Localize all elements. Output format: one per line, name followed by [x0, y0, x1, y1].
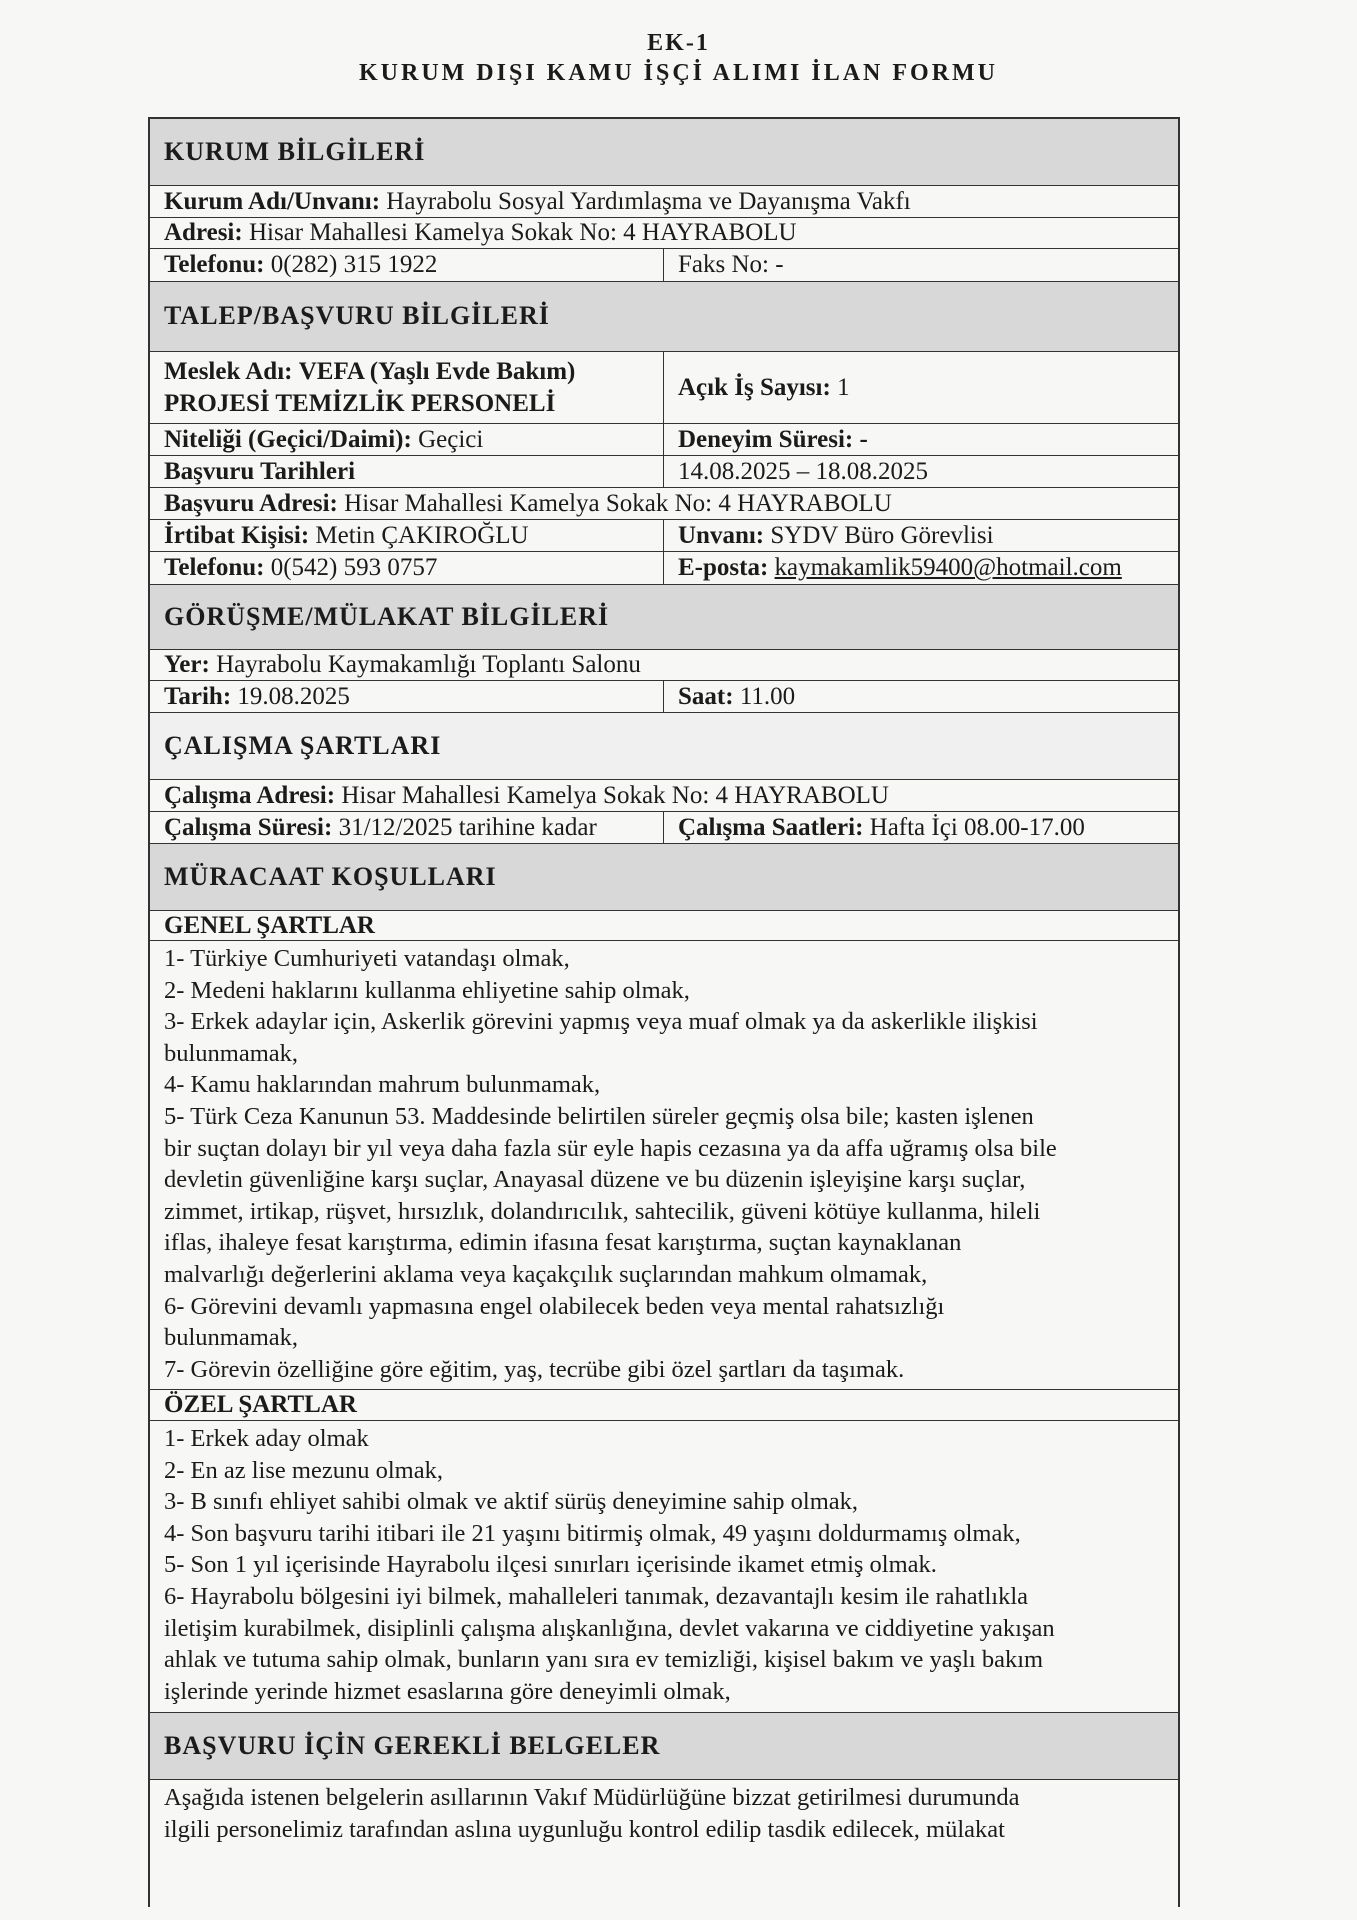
special-condition-line: 4- Son başvuru tarihi itibari ile 21 yaşını bitirmiş olmak, 49 yaşını doldurmamış olmak, — [164, 1519, 1021, 1547]
talep-nature-value: Geçici — [418, 425, 484, 453]
special-condition-line: 6- Hayrabolu bölgesini iyi bilmek, mahalleleri tanımak, dezavantajlı kesim ile rahatlıkla — [164, 1582, 1029, 1610]
talep-contact-value: Metin ÇAKIROĞLU — [315, 521, 529, 549]
special-conditions-title: ÖZEL ŞARTLAR — [150, 1390, 1178, 1421]
documents-text-line: Aşağıda istenen belgelerin asıllarının Vakıf Müdürlüğüne bizzat getirilmesi durumunda — [164, 1784, 1020, 1811]
general-condition-line: bulunmamak, — [164, 1039, 299, 1067]
talep-experience-label: Deneyim Süresi: — [678, 425, 854, 453]
special-condition-line: 5- Son 1 yıl içerisinde Hayrabolu ilçesi sınırları içerisinde ikamet etmiş olmak. — [164, 1551, 937, 1579]
talep-contact-row — [150, 520, 1178, 552]
general-condition-line: iflas, ihaleye fesat karıştırma, edimin ifasına fesat karıştırma, suçtan kaynaklanan — [164, 1229, 962, 1257]
kurum-address-value: Hisar Mahallesi Kamelya Sokak No: 4 HAYRABOLU — [248, 219, 797, 247]
calisma-address-label: Çalışma Adresi: — [164, 781, 336, 809]
calisma-hours-value: Hafta İçi 08.00-17.00 — [869, 813, 1085, 841]
annex-label: EK-1 — [647, 30, 710, 56]
gorusme-place-label: Yer: — [164, 651, 210, 679]
section-gorusme-title: GÖRÜŞME/MÜLAKAT BİLGİLERİ — [150, 585, 1178, 650]
gorusme-date-row — [150, 681, 1178, 713]
talep-job-value-line1: VEFA (Yaşlı Evde Bakım) — [298, 358, 576, 386]
talep-phone-label: Telefonu: — [164, 554, 265, 582]
documents-text — [150, 1780, 1178, 1909]
calisma-hours-label: Çalışma Saatleri: — [678, 813, 864, 841]
talep-dates-label: Başvuru Tarihleri — [164, 457, 356, 485]
general-condition-line: 4- Kamu haklarından mahrum bulunmamak, — [164, 1071, 601, 1099]
section-muracaat-title: MÜRACAAT KOŞULLARI — [150, 844, 1178, 911]
gorusme-date-value: 19.08.2025 — [237, 682, 350, 710]
talep-dates-row — [150, 456, 1178, 488]
kurum-phone-value: 0(282) 315 1922 — [270, 251, 438, 279]
special-condition-line: 1- Erkek aday olmak — [164, 1425, 369, 1452]
kurum-name-row — [150, 186, 1178, 218]
general-condition-line: 5- Türk Ceza Kanunun 53. Maddesinde belirtilen süreler geçmiş olsa bile; kasten işlenen — [164, 1102, 1034, 1130]
calisma-address-value: Hisar Mahallesi Kamelya Sokak No: 4 HAYRABOLU — [341, 781, 889, 809]
special-condition-line: işlerinde yerinde hizmet esaslarına göre deneyimli olmak, — [164, 1677, 731, 1705]
talep-experience-value: - — [859, 425, 868, 453]
general-condition-line: 2- Medeni haklarını kullanma ehliyetine sahip olmak, — [164, 976, 690, 1004]
kurum-name-label: Kurum Adı/Unvanı: — [164, 187, 381, 215]
special-condition-line: 3- B sınıfı ehliyet sahibi olmak ve aktif sürüş deneyimine sahip olmak, — [164, 1488, 859, 1516]
talep-openings-label: Açık İş Sayısı: — [678, 373, 831, 401]
talep-job-row — [150, 352, 1178, 424]
talep-nature-label: Niteliği (Geçici/Daimi): — [164, 425, 412, 453]
documents-text-line: ilgili personelimiz tarafından aslına uygunluğu kontrol edilip tasdik edilecek, mülakat — [164, 1815, 1005, 1843]
talep-apply-address-value: Hisar Mahallesi Kamelya Sokak No: 4 HAYRABOLU — [344, 489, 892, 517]
talep-apply-address-label: Başvuru Adresi: — [164, 489, 338, 517]
gorusme-time-label: Saat: — [678, 682, 734, 710]
section-calisma-title: ÇALIŞMA ŞARTLARI — [150, 713, 1178, 780]
kurum-phone-row — [150, 249, 1178, 282]
calisma-duration-value: 31/12/2025 tarihine kadar — [338, 813, 597, 841]
talep-phone-value: 0(542) 593 0757 — [270, 554, 438, 582]
section-belgeler-title: BAŞVURU İÇİN GEREKLİ BELGELER — [150, 1713, 1178, 1780]
general-condition-line: bulunmamak, — [164, 1324, 299, 1352]
talep-contact-label: İrtibat Kişisi: — [164, 521, 310, 549]
gorusme-time-value: 11.00 — [739, 682, 796, 710]
talep-title-label: Unvanı: — [678, 521, 765, 549]
talep-email-link[interactable]: kaymakamlik59400@hotmail.com — [774, 554, 1122, 582]
talep-email-label: E-posta: — [678, 554, 769, 582]
form-title: KURUM DIŞI KAMU İŞÇİ ALIMI İLAN FORMU — [358, 60, 999, 86]
general-condition-line: bir suçtan dolayı bir yıl veya daha fazla sür eyle hapis cezasına ya da affa uğramış olsa bile — [164, 1134, 1057, 1162]
gorusme-place-value: Hayrabolu Kaymakamlığı Toplantı Salonu — [216, 651, 641, 679]
kurum-fax-value: - — [775, 251, 784, 279]
gorusme-place-row — [150, 650, 1178, 681]
talep-openings-value: 1 — [837, 373, 850, 401]
general-condition-line: 6- Görevini devamlı yapmasına engel olabilecek beden veya mental rahatsızlığı — [164, 1292, 945, 1320]
talep-nature-row — [150, 424, 1178, 456]
calisma-duration-label: Çalışma Süresi: — [164, 813, 333, 841]
section-talep-title: TALEP/BAŞVURU BİLGİLERİ — [150, 282, 1178, 352]
general-condition-line: 1- Türkiye Cumhuriyeti vatandaşı olmak, — [164, 945, 570, 972]
talep-dates-value: 14.08.2025 – 18.08.2025 — [678, 457, 928, 485]
section-kurum-title: KURUM BİLGİLERİ — [150, 119, 1178, 186]
gorusme-date-label: Tarih: — [164, 682, 232, 710]
special-conditions-list — [150, 1421, 1178, 1713]
general-condition-line: 3- Erkek adaylar için, Askerlik görevini yapmış veya muaf olmak ya da askerlikle ilişkisi — [164, 1008, 1038, 1036]
talep-job-value-line2: PROJESİ TEMİZLİK PERSONELİ — [164, 389, 556, 417]
general-conditions-title: GENEL ŞARTLAR — [150, 911, 1178, 941]
talep-title-value: SYDV Büro Görevlisi — [770, 521, 994, 549]
general-condition-line: 7- Görevin özelliğine göre eğitim, yaş, tecrübe gibi özel şartları da taşımak. — [164, 1355, 905, 1383]
special-condition-line: ahlak ve tutuma sahip olmak, bunların yanı sıra ev temizliği, kişisel bakım ve yaşlı bakım — [164, 1646, 1044, 1674]
general-condition-line: malvarlığı değerlerini aklama veya kaçakçılık suçlarından mahkum olmamak, — [164, 1260, 928, 1288]
kurum-address-label: Adresi: — [164, 219, 243, 247]
announcement-form — [148, 117, 1180, 1907]
calisma-duration-row — [150, 812, 1178, 844]
kurum-address-row — [150, 218, 1178, 249]
kurum-fax-label: Faks No: — [678, 251, 769, 279]
talep-job-label: Meslek Adı: — [164, 358, 293, 386]
general-condition-line: zimmet, irtikap, rüşvet, hırsızlık, dolandırıcılık, sahtecilik, güveni kötüye kullanma, hileli — [164, 1197, 1041, 1225]
general-conditions-list — [150, 941, 1178, 1390]
kurum-name-value: Hayrabolu Sosyal Yardımlaşma ve Dayanışma Vakfı — [386, 187, 911, 215]
special-condition-line: iletişim kurabilmek, disiplinli çalışma alışkanlığına, devlet vakarına ve ciddiyetine yakışan — [164, 1614, 1055, 1642]
special-condition-line: 2- En az lise mezunu olmak, — [164, 1456, 443, 1484]
general-condition-line: devletin güvenliğine karşı suçlar, Anayasal düzene ve bu düzenin işleyişine karşı suçlar, — [164, 1166, 1026, 1194]
calisma-address-row — [150, 780, 1178, 812]
talep-apply-address-row — [150, 488, 1178, 520]
talep-phone-row — [150, 552, 1178, 585]
kurum-phone-label: Telefonu: — [164, 251, 265, 279]
